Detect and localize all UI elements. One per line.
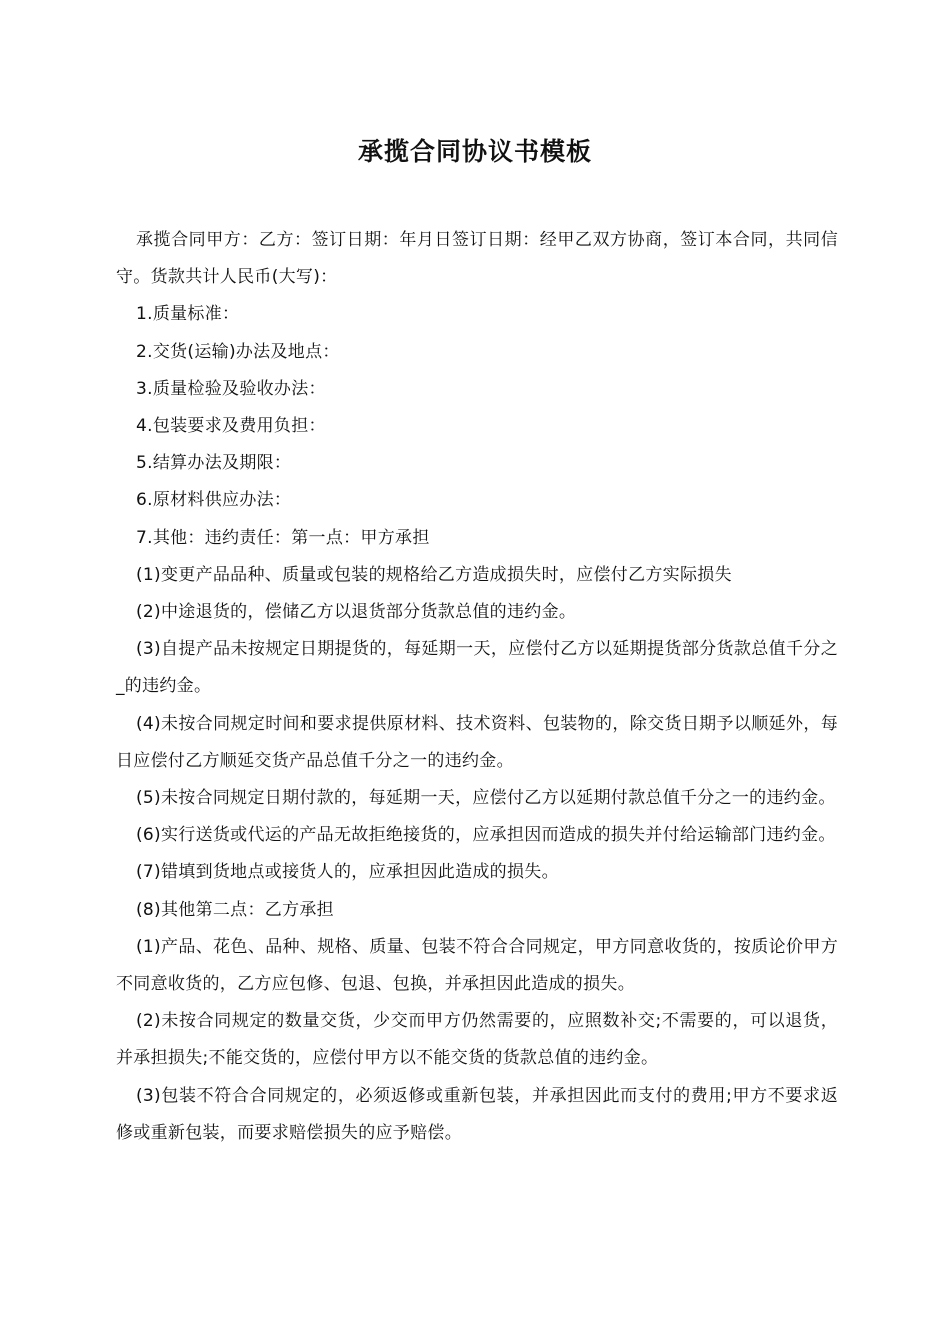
- document-title: 承揽合同协议书模板: [357, 137, 592, 166]
- paragraph-party-a-clause-4: (4)未按合同规定时间和要求提供原材料、技术资料、包装物的，除交货日期予以顺延外，每日应偿付乙方顺延交货产品总值千分之一的违约金。: [116, 713, 838, 771]
- paragraph-item-1: 1.质量标准：: [136, 304, 240, 325]
- paragraph-item-5: 5.结算办法及期限：: [136, 453, 292, 474]
- paragraph-item-3: 3.质量检验及验收办法：: [136, 378, 326, 399]
- paragraph-item-7: 7.其他：违约责任：第一点：甲方承担: [136, 527, 430, 548]
- paragraph-party-a-clause-5: (5)未按合同规定日期付款的，每延期一天，应偿付乙方以延期付款总值千分之一的违约金。: [136, 788, 836, 809]
- paragraph-party-b-clause-3: (3)包装不符合合同规定的，必须返修或重新包装，并承担因此而支付的费用;甲方不要求返修或重新包装，而要求赔偿损失的应予赔偿。: [116, 1085, 838, 1143]
- paragraph-party-b-clause-1: (1)产品、花色、品种、规格、质量、包装不符合合同规定，甲方同意收货的，按质论价甲方不同意收货的，乙方应包修、包退、包换，并承担因此造成的损失。: [116, 936, 838, 995]
- paragraph-party-a-clause-2: (2)中途退货的，偿储乙方以退货部分货款总值的违约金。: [136, 602, 577, 623]
- paragraph-party-a-clause-6: (6)实行送货或代运的产品无故拒绝接货的，应承担因而造成的损失并付给运输部门违约金。: [136, 825, 836, 846]
- paragraph-item-6: 6.原材料供应办法：: [136, 490, 292, 511]
- paragraph-party-b-clause-2: (2)未按合同规定的数量交货，少交而甲方仍然需要的，应照数补交;不需要的，可以退货，并承担损失;不能交货的，应偿付甲方以不能交货的货款总值的违约金。: [116, 1011, 838, 1069]
- paragraph-party-a-clause-3: (3)自提产品未按规定日期提货的，每延期一天，应偿付乙方以延期提货部分货款总值千分之_的违约金。: [116, 639, 838, 697]
- document-body: [116, 222, 838, 1152]
- paragraph-party-a-clause-7: (7)错填到货地点或接货人的，应承担因此造成的损失。: [136, 862, 559, 883]
- paragraph-party-a-clause-1: (1)变更产品品种、质量或包装的规格给乙方造成损失时，应偿付乙方实际损失: [136, 564, 732, 585]
- paragraph-item-2: 2.交货(运输)办法及地点：: [136, 341, 340, 362]
- paragraph-intro: 承揽合同甲方：乙方：签订日期：年月日签订日期：经甲乙双方协商，签订本合同，共同信守。货款共计人民币(大写)：: [116, 230, 838, 288]
- paragraph-item-4: 4.包装要求及费用负担：: [136, 416, 326, 437]
- paragraph-party-a-clause-8: (8)其他第二点：乙方承担: [136, 899, 334, 920]
